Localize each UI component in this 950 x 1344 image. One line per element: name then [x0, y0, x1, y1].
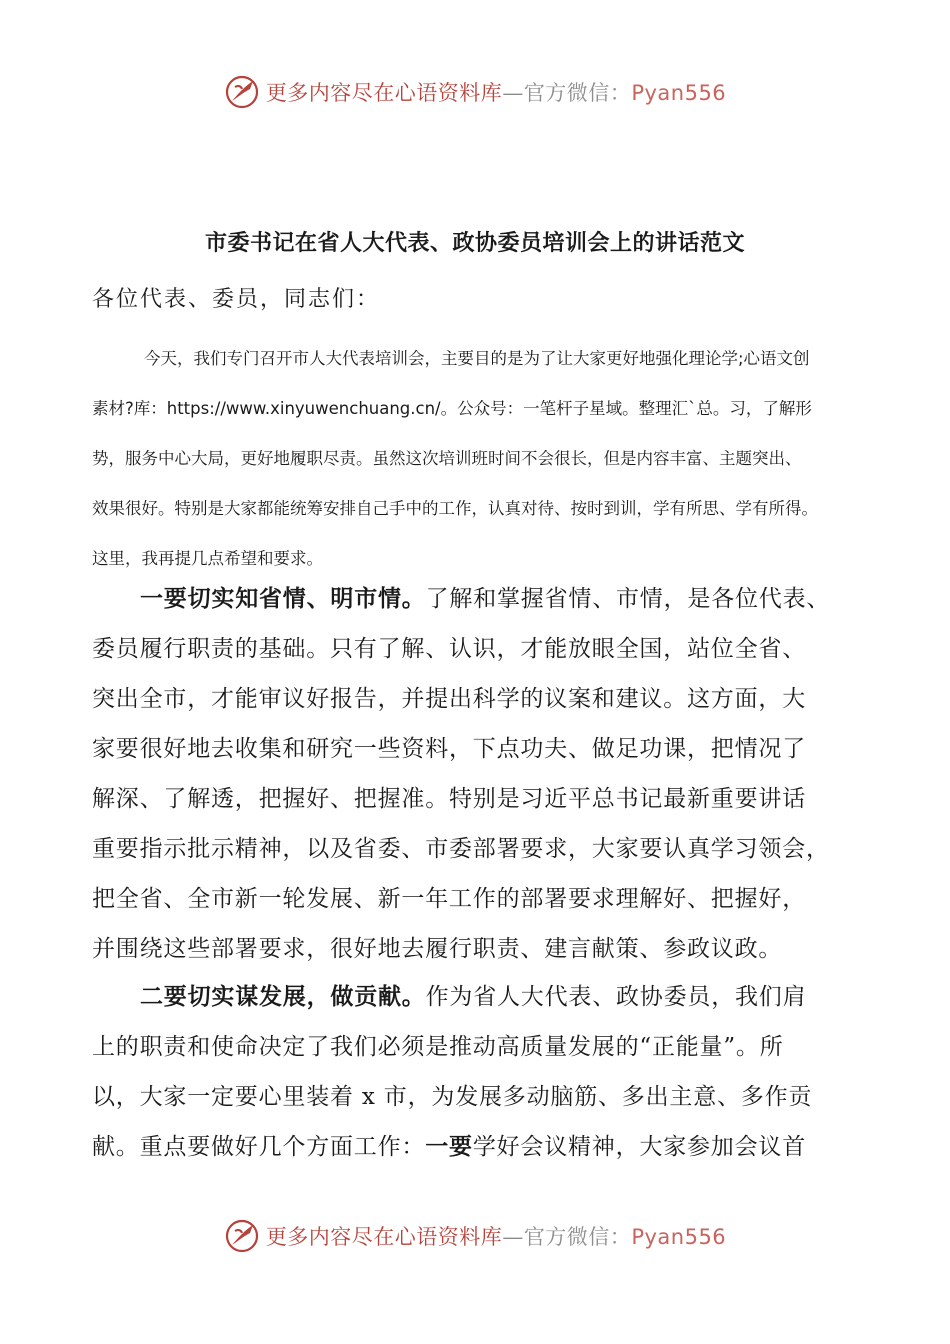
banner-main: 更多内容尽在心语资料库 — [265, 81, 503, 105]
banner-wechat: 官方微信： — [523, 1225, 632, 1249]
body-line: 重要指示批示精神，以及省委、市委部署要求，大家要认真学习领会， — [92, 836, 830, 862]
intro-line: 这里，我再提几点希望和要求。 — [92, 549, 323, 568]
section-2-heading: 二要切实谋发展，做贡献。 — [140, 983, 426, 1010]
logo-icon — [224, 1218, 260, 1254]
section-1-heading: 一要切实知省情、明市情。 — [140, 585, 426, 612]
body-line: 以，大家一定要心里装着 x 市，为发展多动脑筋、多出主意、多作贡 — [92, 1084, 813, 1110]
body-text: 献。重点要做好几个方面工作： — [92, 1134, 426, 1160]
banner-dash: — — [502, 81, 524, 105]
banner-id: Pyan556 — [631, 1225, 727, 1249]
body-line: 并围绕这些部署要求，很好地去履行职责、建言献策、参政议政。 — [92, 936, 783, 962]
body-text: 学好会议精神，大家参加会议首 — [472, 1134, 807, 1160]
logo-icon — [224, 74, 260, 110]
banner-text — [266, 1221, 726, 1251]
intro-paragraph — [92, 334, 862, 584]
body-line: 委员履行职责的基础。只有了解、认识，才能放眼全国，站位全省、 — [92, 636, 806, 662]
body-line: 解深、了解透，把握好、把握准。特别是习近平总书记最新重要讲话 — [92, 786, 806, 812]
banner-id: Pyan556 — [631, 81, 727, 105]
document-title: 市委书记在省人大代表、政协委员培训会上的讲话范文 — [204, 230, 745, 256]
body-line: 突出全市，才能审议好报告，并提出科学的议案和建议。这方面，大 — [92, 686, 806, 712]
banner-dash: — — [502, 1225, 524, 1249]
header-banner — [0, 70, 950, 114]
body-line: 把全省、全市新一轮发展、新一年工作的部署要求理解好、把握好， — [92, 886, 806, 912]
body-line — [92, 972, 872, 1022]
body-text: 了解和掌握省情、市情，是各位代表、 — [425, 586, 831, 612]
intro-line: 今天，我们专门召开市人大代表培训会，主要目的是为了让大家更好地强化理论学;心语文创 — [144, 349, 810, 368]
intro-line: 势，服务中心大局，更好地履职尽责。虽然这次培训班时间不会很长，但是内容丰富、主题突出、 — [92, 449, 802, 468]
greeting: 各位代表、委员，同志们： — [92, 287, 381, 312]
body-text: 作为省人大代表、政协委员，我们肩 — [425, 984, 807, 1010]
body-line — [92, 1122, 872, 1172]
body-line: 家要很好地去收集和研究一些资料，下点功夫、做足功课，把情况了 — [92, 736, 806, 762]
intro-line: 效果很好。特别是大家都能统筹安排自己手中的工作，认真对待、按时到训，学有所思、学有所得。 — [92, 499, 818, 518]
footer-banner — [0, 1214, 950, 1258]
intro-line: 素材?库：https://www.xinyuwenchuang.cn/。公众号：一笔杆子星域。整理汇`总。习，了解形 — [92, 399, 812, 418]
section-1-paragraph — [92, 574, 872, 974]
section-2-paragraph — [92, 972, 872, 1172]
body-line — [92, 574, 872, 624]
inline-bold: 一要 — [425, 1133, 473, 1160]
body-line: 上的职责和使命决定了我们必须是推动高质量发展的“正能量”。所 — [92, 1034, 784, 1060]
banner-text — [266, 77, 726, 107]
banner-wechat: 官方微信： — [523, 81, 632, 105]
banner-main: 更多内容尽在心语资料库 — [265, 1225, 503, 1249]
